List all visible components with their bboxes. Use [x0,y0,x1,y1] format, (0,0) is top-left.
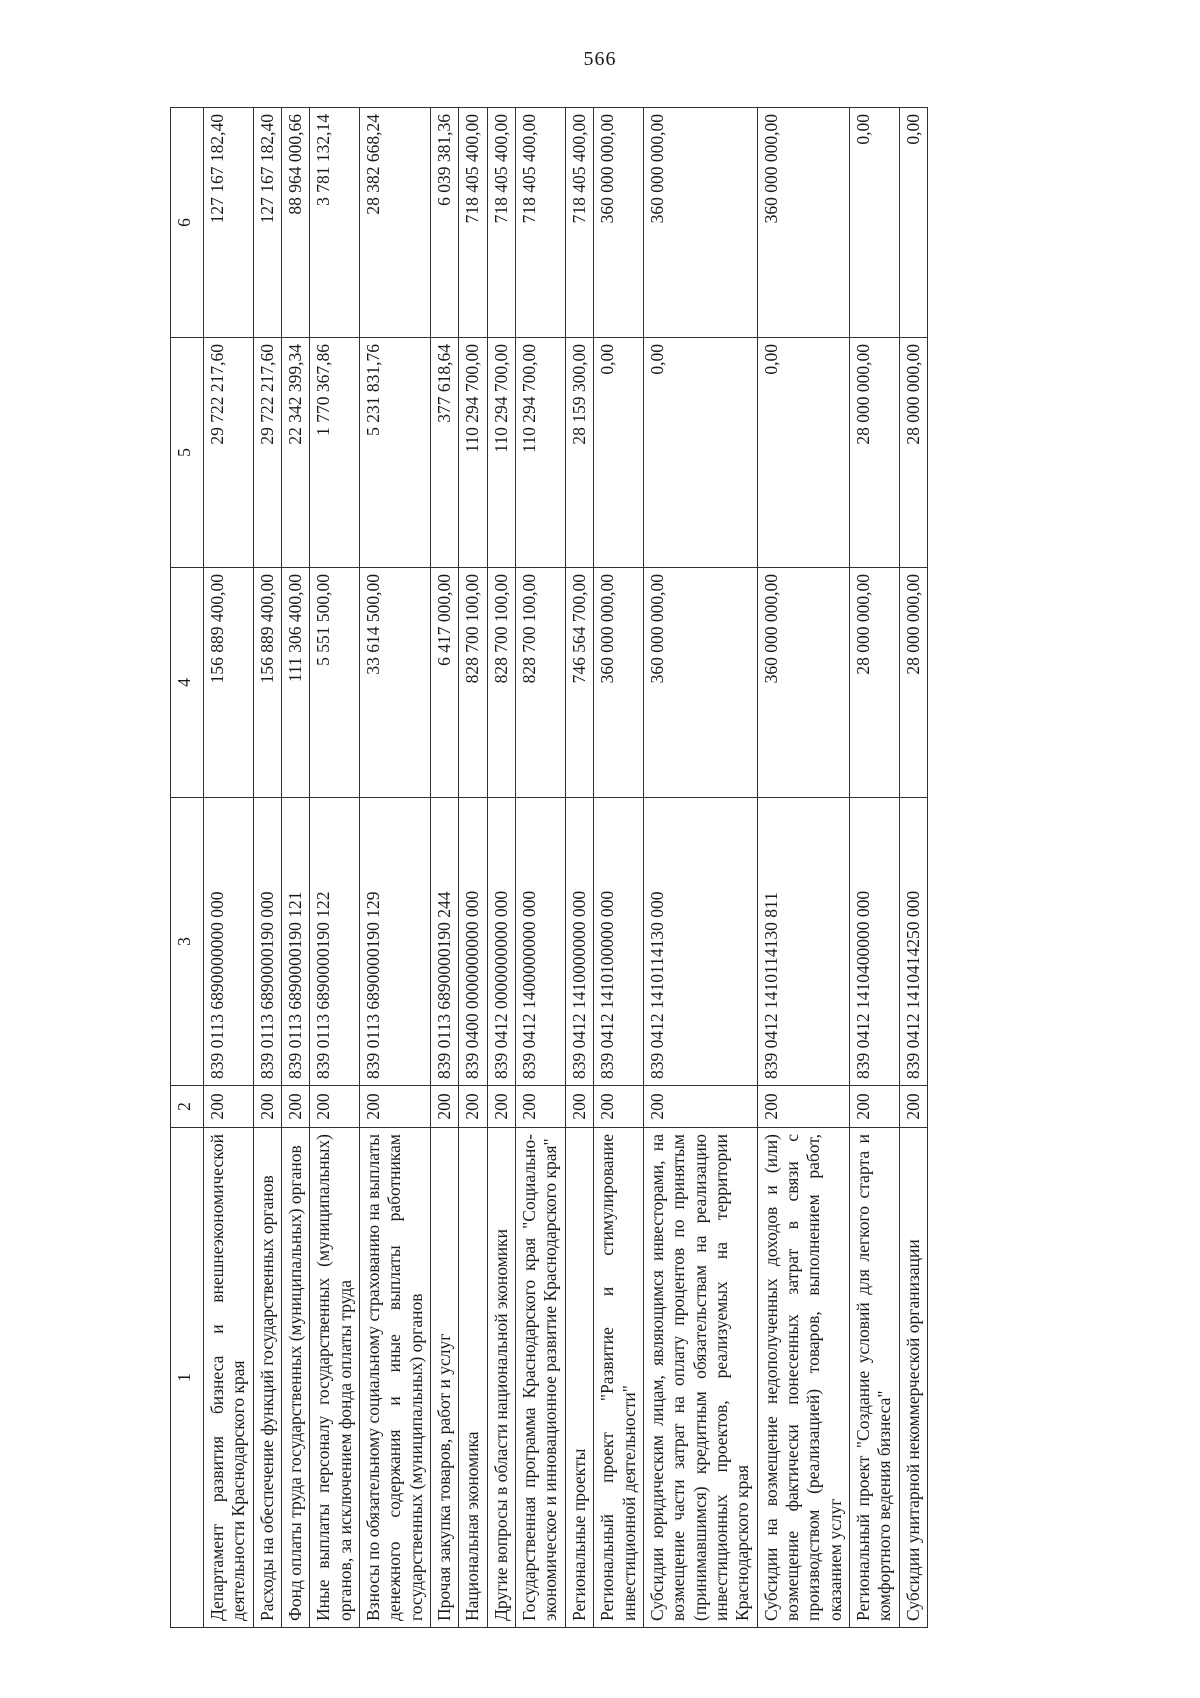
row-code-2-cell: 200 [565,1086,593,1128]
table-row [310,108,360,1628]
row-col4-amount-cell: 828 700 100,00 [516,568,566,798]
table-row [204,108,254,1628]
row-name-cell: Субсидии унитарной некоммерческой организации [899,1128,927,1628]
row-code-2-cell: 200 [253,1086,281,1128]
row-col5-amount-cell: 110 294 700,00 [516,338,566,568]
header-row [171,108,204,1628]
table-row [253,108,281,1628]
row-name-cell: Департамент развития бизнеса и внешнеэкономической деятельности Краснодарского края [204,1128,254,1628]
row-budget-code-cell: 839 0113 6890000000 000 [204,798,254,1086]
row-code-2-cell: 200 [431,1086,459,1128]
row-col4-amount-cell: 828 700 100,00 [459,568,487,798]
row-name-cell: Субсидии юридическим лицам, являющимся инвесторами, на возмещение части затрат на оплату процентов по принятым (принимавшимся) кредитным обязательствам на реализацию инвестиционных проектов, реализуемых на территории Краснодарского края [643,1128,757,1628]
row-name-cell: Субсидии на возмещение недополученных доходов и (или) возмещение фактически понесенных затрат в связи с производством (реализацией) товаров, выполнением работ, оказанием услуг [757,1128,849,1628]
row-budget-code-cell: 839 0412 1410400000 000 [849,798,899,1086]
row-col6-amount-cell: 3 781 132,14 [310,108,360,338]
table-row [282,108,310,1628]
row-col6-amount-cell: 718 405 400,00 [516,108,566,338]
row-col4-amount-cell: 111 306 400,00 [282,568,310,798]
row-col6-amount-cell: 718 405 400,00 [565,108,593,338]
row-name-cell: Расходы на обеспечение функций государственных органов [253,1128,281,1628]
row-col5-amount-cell: 28 000 000,00 [899,338,927,568]
row-code-2-cell: 200 [899,1086,927,1128]
row-code-2-cell: 200 [849,1086,899,1128]
header-cell: 2 [171,1086,204,1128]
table-row [431,108,459,1628]
row-col4-amount-cell: 33 614 500,00 [360,568,431,798]
page-number: 566 [583,48,617,70]
header-cell: 4 [171,568,204,798]
row-code-2-cell: 200 [487,1086,515,1128]
row-budget-code-cell: 839 0113 6890000190 000 [253,798,281,1086]
row-budget-code-cell: 839 0412 1410000000 000 [565,798,593,1086]
row-col5-amount-cell: 1 770 367,86 [310,338,360,568]
header-cell: 3 [171,798,204,1086]
row-col6-amount-cell: 6 039 381,36 [431,108,459,338]
row-budget-code-cell: 839 0412 0000000000 000 [487,798,515,1086]
row-col6-amount-cell: 360 000 000,00 [594,108,644,338]
rotated-table-area [170,108,1090,1698]
row-col4-amount-cell: 28 000 000,00 [899,568,927,798]
row-col4-amount-cell: 360 000 000,00 [643,568,757,798]
row-name-cell: Взносы по обязательному социальному страхованию на выплаты денежного содержания и иные выплаты работникам государственных (муниципальных) органов [360,1128,431,1628]
row-code-2-cell: 200 [310,1086,360,1128]
row-name-cell: Государственная программа Краснодарского края "Социально-экономическое и инновационное развитие Краснодарского края" [516,1128,566,1628]
row-col5-amount-cell: 5 231 831,76 [360,338,431,568]
row-col5-amount-cell: 110 294 700,00 [487,338,515,568]
table-row [487,108,515,1628]
row-col6-amount-cell: 88 964 000,66 [282,108,310,338]
row-col5-amount-cell: 28 000 000,00 [849,338,899,568]
row-name-cell: Региональный проект "Развитие и стимулирование инвестиционной деятельности" [594,1128,644,1628]
table-row [757,108,849,1628]
row-code-2-cell: 200 [757,1086,849,1128]
row-col5-amount-cell: 0,00 [594,338,644,568]
row-col4-amount-cell: 156 889 400,00 [253,568,281,798]
row-col6-amount-cell: 718 405 400,00 [459,108,487,338]
budget-table [170,107,928,1628]
row-col4-amount-cell: 156 889 400,00 [204,568,254,798]
row-name-cell: Региональный проект "Создание условий для легкого старта и комфортного ведения бизнеса" [849,1128,899,1628]
row-col4-amount-cell: 28 000 000,00 [849,568,899,798]
row-code-2-cell: 200 [204,1086,254,1128]
row-code-2-cell: 200 [643,1086,757,1128]
row-budget-code-cell: 839 0412 1410100000 000 [594,798,644,1086]
row-code-2-cell: 200 [516,1086,566,1128]
row-col6-amount-cell: 127 167 182,40 [204,108,254,338]
row-col6-amount-cell: 0,00 [899,108,927,338]
row-col5-amount-cell: 110 294 700,00 [459,338,487,568]
row-budget-code-cell: 839 0412 1400000000 000 [516,798,566,1086]
row-col5-amount-cell: 377 618,64 [431,338,459,568]
header-cell: 6 [171,108,204,338]
row-col6-amount-cell: 360 000 000,00 [643,108,757,338]
row-code-2-cell: 200 [594,1086,644,1128]
row-col4-amount-cell: 746 564 700,00 [565,568,593,798]
row-col4-amount-cell: 360 000 000,00 [594,568,644,798]
table-row [849,108,899,1628]
table-row [516,108,566,1628]
row-col5-amount-cell: 28 159 300,00 [565,338,593,568]
row-name-cell: Другие вопросы в области национальной экономики [487,1128,515,1628]
row-col5-amount-cell: 0,00 [757,338,849,568]
table-row [459,108,487,1628]
row-code-2-cell: 200 [360,1086,431,1128]
row-name-cell: Фонд оплаты труда государственных (муниципальных) органов [282,1128,310,1628]
row-name-cell: Региональные проекты [565,1128,593,1628]
row-col6-amount-cell: 360 000 000,00 [757,108,849,338]
row-col5-amount-cell: 29 722 217,60 [253,338,281,568]
row-col4-amount-cell: 828 700 100,00 [487,568,515,798]
header-cell: 5 [171,338,204,568]
row-budget-code-cell: 839 0113 6890000190 244 [431,798,459,1086]
row-col6-amount-cell: 28 382 668,24 [360,108,431,338]
row-name-cell: Иные выплаты персоналу государственных (муниципальных) органов, за исключением фонда оплаты труда [310,1128,360,1628]
row-col5-amount-cell: 22 342 399,34 [282,338,310,568]
row-col4-amount-cell: 5 551 500,00 [310,568,360,798]
table-row [594,108,644,1628]
table-row [899,108,927,1628]
row-code-2-cell: 200 [282,1086,310,1128]
row-col4-amount-cell: 6 417 000,00 [431,568,459,798]
row-budget-code-cell: 839 0113 6890000190 122 [310,798,360,1086]
row-budget-code-cell: 839 0113 6890000190 121 [282,798,310,1086]
row-col6-amount-cell: 0,00 [849,108,899,338]
row-name-cell: Национальная экономика [459,1128,487,1628]
row-budget-code-cell: 839 0412 1410114130 811 [757,798,849,1086]
table-row [565,108,593,1628]
row-col5-amount-cell: 0,00 [643,338,757,568]
row-budget-code-cell: 839 0400 0000000000 000 [459,798,487,1086]
row-code-2-cell: 200 [459,1086,487,1128]
row-name-cell: Прочая закупка товаров, работ и услуг [431,1128,459,1628]
header-cell: 1 [171,1128,204,1628]
table-row [643,108,757,1628]
row-col6-amount-cell: 127 167 182,40 [253,108,281,338]
row-budget-code-cell: 839 0412 1410414250 000 [899,798,927,1086]
row-budget-code-cell: 839 0412 1410114130 000 [643,798,757,1086]
row-col4-amount-cell: 360 000 000,00 [757,568,849,798]
row-budget-code-cell: 839 0113 6890000190 129 [360,798,431,1086]
table-row [360,108,431,1628]
row-col5-amount-cell: 29 722 217,60 [204,338,254,568]
table-rotator [170,108,1090,1628]
row-col6-amount-cell: 718 405 400,00 [487,108,515,338]
table-body [204,108,928,1628]
